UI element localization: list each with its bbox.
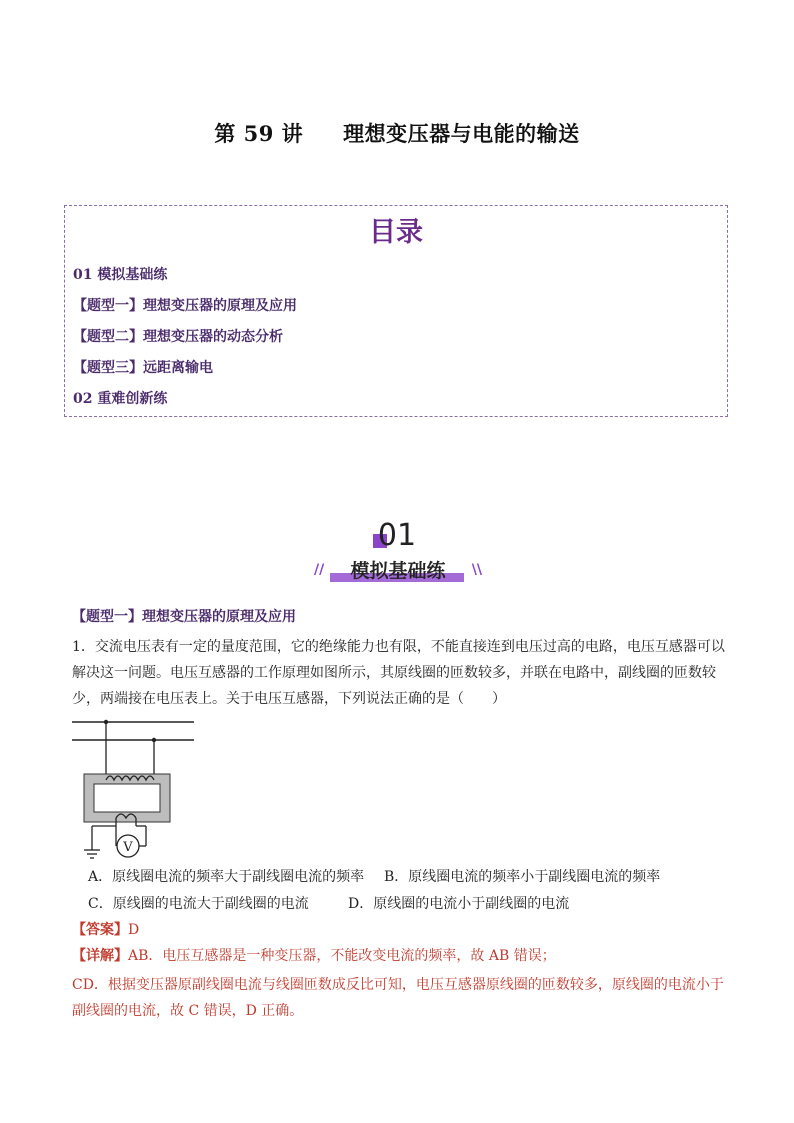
- lecture-number: 第 59 讲: [214, 121, 304, 146]
- explanation-line-1: [72, 945, 556, 965]
- section-number-text: 01: [377, 518, 417, 553]
- section-title: 模拟基础练: [350, 560, 446, 582]
- option-c[interactable]: C．原线圈的电流大于副线圈的电流: [88, 896, 309, 912]
- option-a[interactable]: A．原线圈电流的频率大于副线圈电流的频率: [88, 869, 365, 885]
- toc-item-type-three[interactable]: 【题型三】远距离输电: [73, 360, 213, 376]
- table-of-contents: [64, 205, 728, 417]
- core-window: [94, 784, 160, 812]
- answer-line: [72, 919, 139, 939]
- section-banner: [312, 556, 484, 586]
- toc-item-type-two[interactable]: 【题型二】理想变压器的动态分析: [73, 329, 283, 345]
- toc-item-basic-practice[interactable]: 01 模拟基础练: [73, 267, 168, 283]
- question-stem-line-1: 1．交流电压表有一定的量度范围，它的绝缘能力也有限，不能直接连到电压过高的电路，电压互感器可以: [72, 639, 725, 655]
- section-number: [0, 518, 794, 553]
- question-stem-line-3: 少，两端接在电压表上。关于电压互感器，下列说法正确的是（ ）: [72, 691, 506, 707]
- banner-right-slash: \\: [471, 562, 482, 578]
- voltage-transformer-diagram: [72, 714, 202, 864]
- toc-item-advanced-practice[interactable]: 02 重难创新练: [73, 391, 168, 407]
- voltmeter-label: V: [123, 840, 133, 855]
- page-title: [0, 118, 794, 148]
- explanation-text-3: 副线圈的电流，故 C 错误，D 正确。: [72, 1003, 304, 1019]
- option-d[interactable]: D．原线圈的电流小于副线圈的电流: [348, 896, 570, 912]
- toc-heading: 目录: [369, 217, 423, 248]
- explanation-label: 【详解】: [72, 948, 128, 964]
- question-type-heading: 【题型一】理想变压器的原理及应用: [72, 609, 296, 625]
- answer-label: 【答案】: [72, 922, 128, 938]
- lecture-topic: 理想变压器与电能的输送: [343, 121, 580, 146]
- option-b[interactable]: B．原线圈电流的频率小于副线圈电流的频率: [384, 869, 661, 885]
- explanation-text-1: AB．电压互感器是一种变压器，不能改变电流的频率，故 AB 错误；: [128, 948, 556, 964]
- question-stem-line-2: 解决这一问题。电压互感器的工作原理如图所示，其原线圈的匝数较多，并联在电路中，副线圈的匝数较: [72, 665, 716, 681]
- banner-left-slash: //: [314, 562, 325, 578]
- answer-value: D: [128, 922, 140, 938]
- toc-item-type-one[interactable]: 【题型一】理想变压器的原理及应用: [73, 298, 297, 314]
- explanation-text-2: CD．根据变压器原副线圈电流与线圈匝数成反比可知，电压互感器原线圈的匝数较多，原线圈的电流小于: [72, 977, 724, 993]
